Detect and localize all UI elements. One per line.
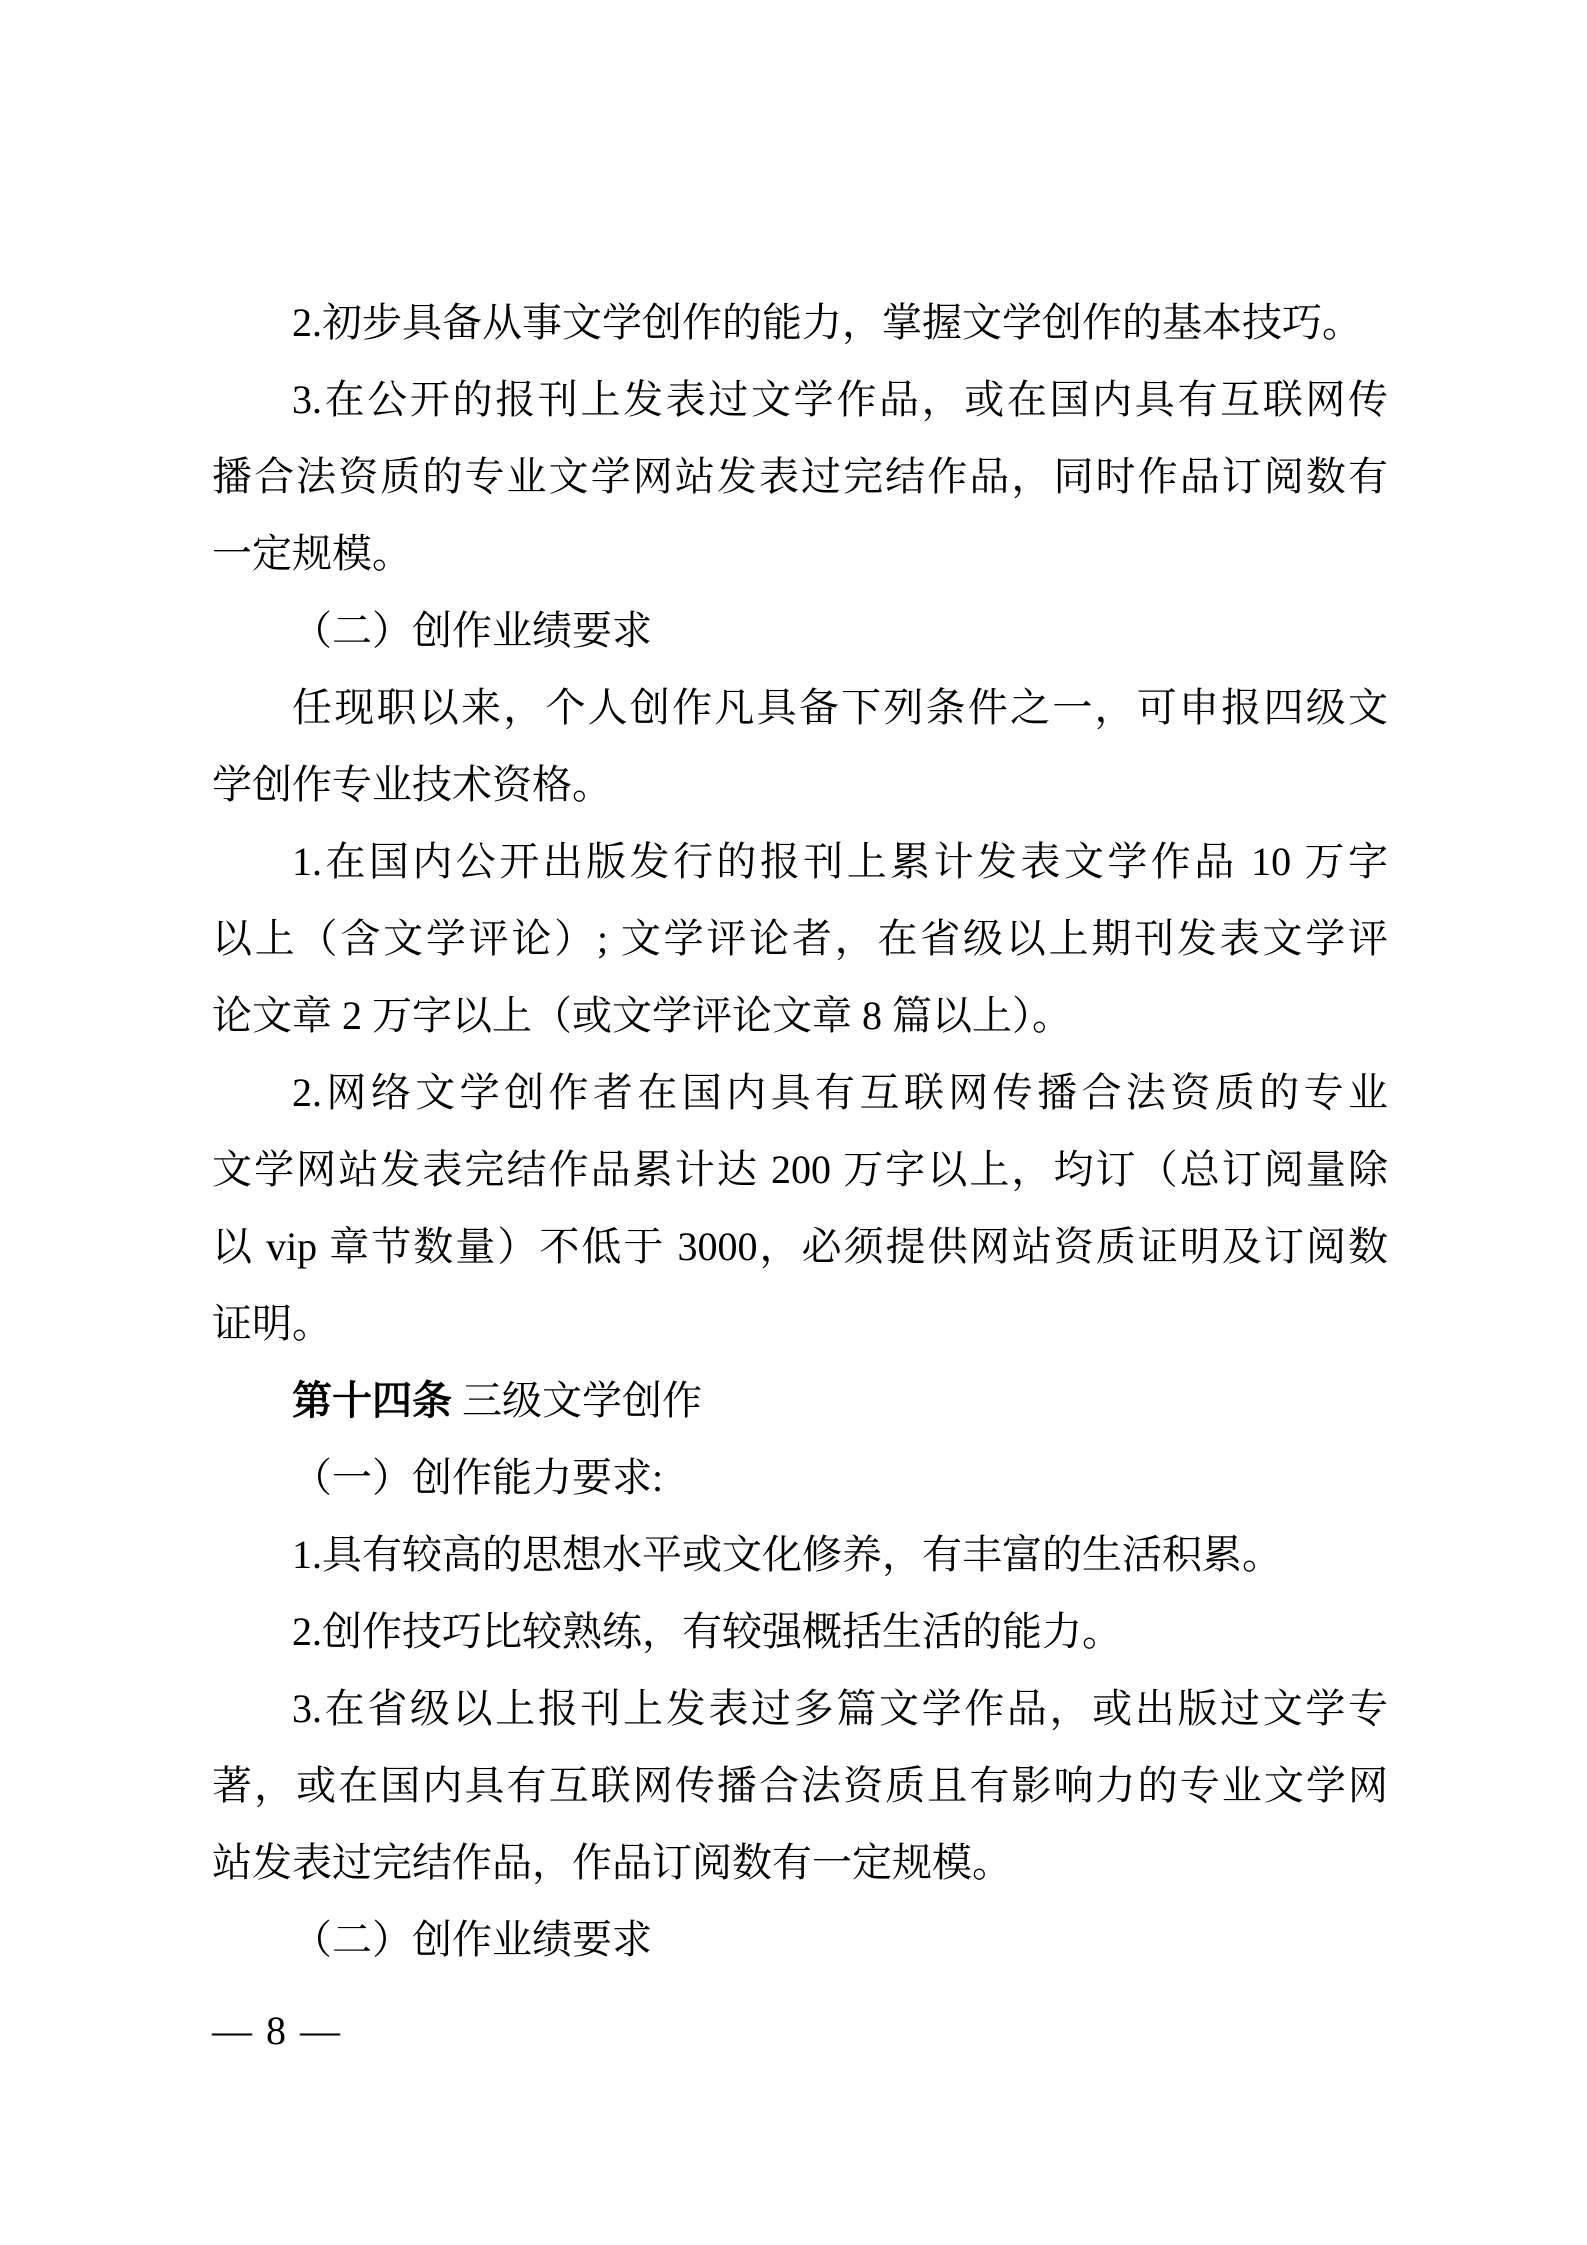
text-line: 学创作专业技术资格。	[212, 762, 612, 807]
section-heading-creation-performance: （二）创作业绩要求	[292, 1917, 652, 1962]
text-line: 文学网站发表完结作品累计达 200 万字以上，均订（总订阅量除	[212, 1147, 1388, 1192]
text-line: 3.在省级以上报刊上发表过多篇文学作品，或出版过文学专	[292, 1686, 1388, 1731]
text-line: 一定规模。	[212, 531, 412, 576]
text-line: 以上（含文学评论）; 文学评论者，在省级以上期刊发表文学评	[212, 916, 1388, 961]
text-line: 站发表过完结作品，作品订阅数有一定规模。	[212, 1840, 1012, 1885]
text-line: 以 vip 章节数量）不低于 3000，必须提供网站资质证明及订阅数	[212, 1224, 1388, 1269]
article-14-number: 第十四条	[292, 1378, 452, 1423]
text-line: 论文章 2 万字以上（或文学评论文章 8 篇以上）。	[212, 993, 1072, 1038]
section-heading-creation-ability: （一）创作能力要求:	[292, 1455, 664, 1500]
text-line: 1.具有较高的思想水平或文化修养，有丰富的生活积累。	[292, 1532, 1282, 1577]
document-text-block	[212, 284, 1388, 1978]
text-line: 1.在国内公开出版发行的报刊上累计发表文学作品 10 万字	[292, 839, 1388, 884]
text-line: 任现职以来，个人创作凡具备下列条件之一，可申报四级文	[292, 685, 1388, 730]
text-line: 播合法资质的专业文学网站发表过完结作品，同时作品订阅数有	[212, 454, 1388, 499]
text-line: 2.初步具备从事文学创作的能力，掌握文学创作的基本技巧。	[292, 300, 1362, 345]
text-line: 证明。	[212, 1301, 332, 1346]
article-14-title: 三级文学创作	[452, 1378, 702, 1423]
text-line: 2.创作技巧比较熟练，有较强概括生活的能力。	[292, 1609, 1122, 1654]
section-heading-creation-performance: （二）创作业绩要求	[292, 608, 652, 653]
text-line: 著，或在国内具有互联网传播合法资质且有影响力的专业文学网	[212, 1763, 1388, 1808]
article-14-heading	[212, 1362, 1388, 1439]
text-line: 2.网络文学创作者在国内具有互联网传播合法资质的专业	[292, 1070, 1388, 1115]
page-number: — 8 —	[212, 2008, 342, 2053]
text-line: 3.在公开的报刊上发表过文学作品，或在国内具有互联网传	[292, 377, 1388, 422]
